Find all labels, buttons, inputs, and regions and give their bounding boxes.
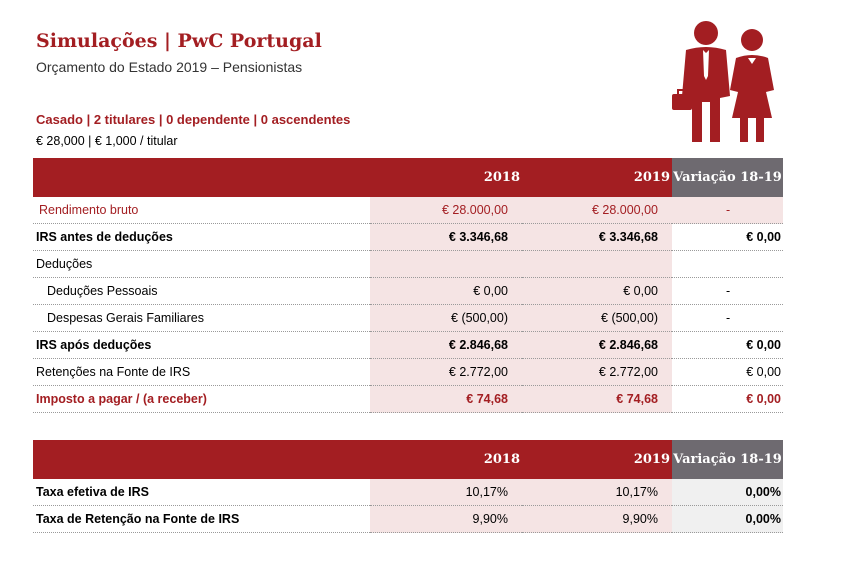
row-label: Rendimento bruto	[33, 197, 370, 224]
row-label: Imposto a pagar / (a receber)	[33, 386, 370, 413]
table-row	[33, 197, 783, 224]
row-label: Taxa efetiva de IRS	[33, 479, 370, 506]
value-variation: € 0,00	[672, 386, 783, 413]
table-row	[33, 386, 783, 413]
header-label-cell	[33, 158, 370, 197]
value-2019: € 28.000,00	[522, 197, 672, 224]
header-2019: 2019	[522, 440, 672, 479]
table-row	[33, 479, 783, 506]
page-subtitle: Orçamento do Estado 2019 – Pensionistas	[36, 59, 303, 75]
value-2018: € 0,00	[370, 278, 522, 305]
value-2019: € 3.346,68	[522, 224, 672, 251]
header-2018: 2018	[370, 158, 522, 197]
value-2019: € 0,00	[522, 278, 672, 305]
table-row	[33, 278, 783, 305]
value-variation: -	[672, 197, 783, 224]
table-row	[33, 506, 783, 533]
income-label: € 28,000 | € 1,000 / titular	[36, 134, 178, 148]
table-row	[33, 359, 783, 386]
value-2018: € 2.846,68	[370, 332, 522, 359]
value-variation: -	[672, 278, 783, 305]
value-variation	[672, 251, 783, 278]
simulation-table	[33, 158, 783, 413]
value-2018: € 28.000,00	[370, 197, 522, 224]
value-2019: € 2.846,68	[522, 332, 672, 359]
row-label: Despesas Gerais Familiares	[33, 305, 370, 332]
rates-table	[33, 440, 783, 533]
value-2019: 10,17%	[522, 479, 672, 506]
value-2018: € (500,00)	[370, 305, 522, 332]
value-2018: € 74,68	[370, 386, 522, 413]
value-2019: € 2.772,00	[522, 359, 672, 386]
header-variation: Variação 18-19	[672, 440, 783, 479]
row-label: Deduções	[33, 251, 370, 278]
row-label: Taxa de Retenção na Fonte de IRS	[33, 506, 370, 533]
value-2018: € 2.772,00	[370, 359, 522, 386]
scenario-label: Casado | 2 titulares | 0 dependente | 0 ascendentes	[36, 112, 351, 127]
row-label: Deduções Pessoais	[33, 278, 370, 305]
value-variation: € 0,00	[672, 359, 783, 386]
value-variation: € 0,00	[672, 224, 783, 251]
row-label: IRS após deduções	[33, 332, 370, 359]
business-couple-icon	[668, 20, 784, 150]
header-label-cell	[33, 440, 370, 479]
page-title: Simulações | PwC Portugal	[36, 30, 322, 52]
value-2019: 9,90%	[522, 506, 672, 533]
value-variation: € 0,00	[672, 332, 783, 359]
value-2019: € 74,68	[522, 386, 672, 413]
value-variation: 0,00%	[672, 479, 783, 506]
table-header-row	[33, 440, 783, 479]
table-row	[33, 251, 783, 278]
value-2018: 10,17%	[370, 479, 522, 506]
table-header-row	[33, 158, 783, 197]
row-label: Retenções na Fonte de IRS	[33, 359, 370, 386]
table-row	[33, 224, 783, 251]
value-variation: 0,00%	[672, 506, 783, 533]
value-2019	[522, 251, 672, 278]
table-row	[33, 305, 783, 332]
table-row	[33, 332, 783, 359]
value-2018: 9,90%	[370, 506, 522, 533]
value-2019: € (500,00)	[522, 305, 672, 332]
value-variation: -	[672, 305, 783, 332]
header-variation: Variação 18-19	[672, 158, 783, 197]
header-2019: 2019	[522, 158, 672, 197]
header-2018: 2018	[370, 440, 522, 479]
row-label: IRS antes de deduções	[33, 224, 370, 251]
value-2018	[370, 251, 522, 278]
value-2018: € 3.346,68	[370, 224, 522, 251]
